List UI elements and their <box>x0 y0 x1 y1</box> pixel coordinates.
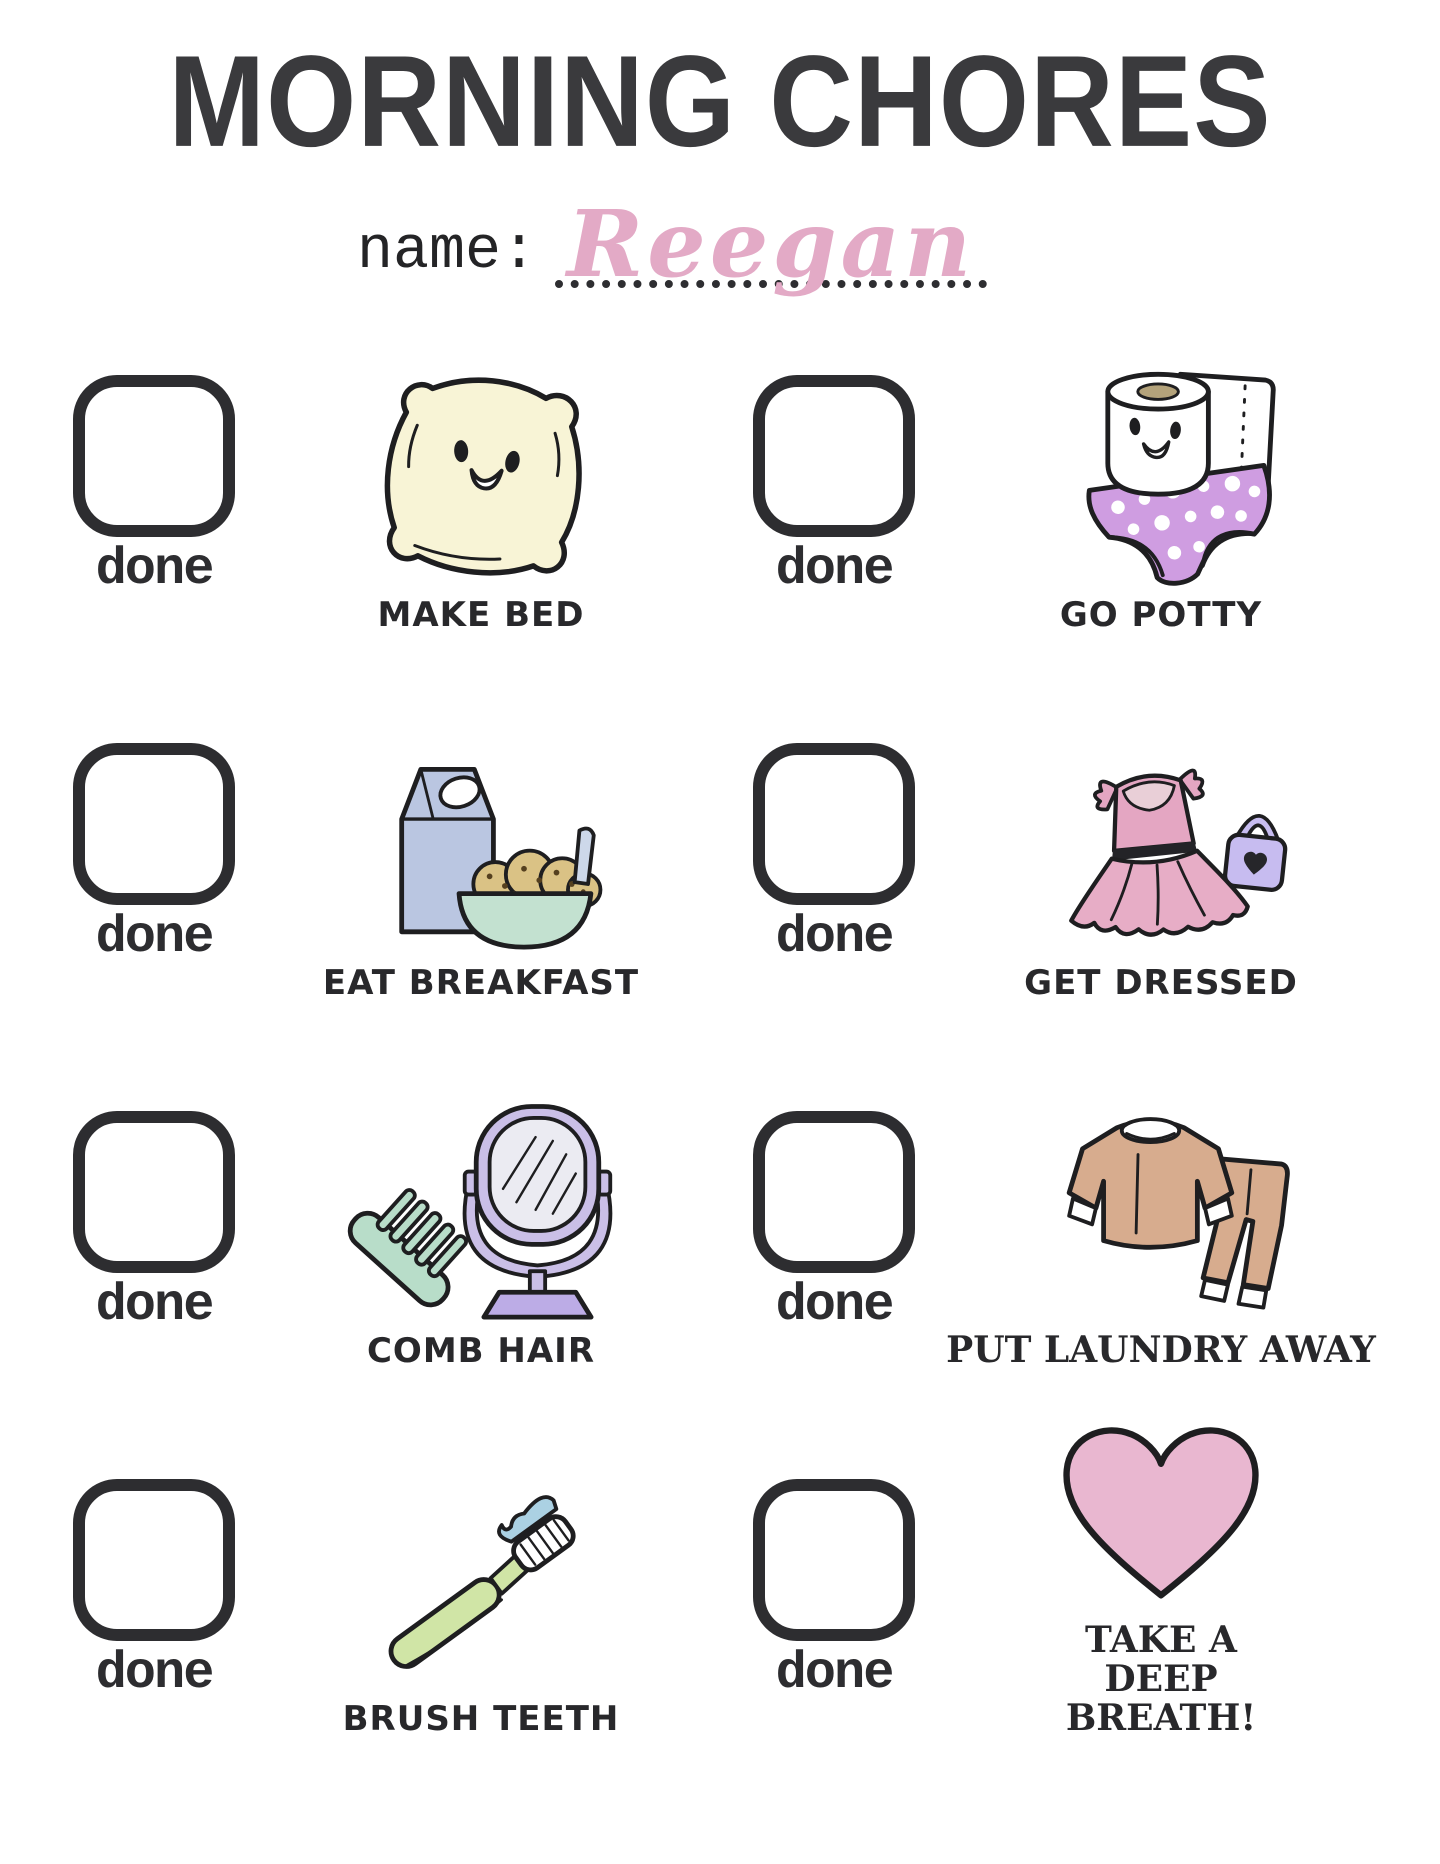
name-value: Reegan <box>566 190 976 298</box>
done-label: done <box>95 1275 213 1335</box>
done-checkbox[interactable] <box>73 1479 235 1641</box>
toothbrush-icon <box>352 1465 610 1691</box>
chore-comb-hair <box>52 1030 708 1398</box>
chore-brush-teeth <box>52 1398 708 1766</box>
name-input-line[interactable] <box>555 190 987 298</box>
chore-label: GO POTTY <box>1059 595 1263 636</box>
done-label: done <box>95 1643 213 1703</box>
name-label: name: <box>356 218 538 286</box>
done-checkbox[interactable] <box>753 1479 915 1641</box>
chore-take-a-deep-breath <box>732 1398 1388 1766</box>
done-checkbox[interactable] <box>73 743 235 905</box>
pillow-icon <box>358 367 604 587</box>
toilet-paper-underwear-icon <box>1035 353 1287 587</box>
done-checkbox[interactable] <box>753 1111 915 1273</box>
chore-label: EAT BREAKFAST <box>322 963 640 1004</box>
chore-label: COMB HAIR <box>366 1331 596 1372</box>
name-row <box>0 190 1392 298</box>
tutu-dress-purse-icon <box>1023 739 1299 955</box>
done-label: done <box>775 907 893 967</box>
done-label: done <box>775 1643 893 1703</box>
chore-get-dressed <box>732 662 1388 1030</box>
milk-carton-cereal-bowl-icon <box>352 729 610 955</box>
chore-eat-breakfast <box>52 662 708 1030</box>
chore-put-laundry-away <box>732 1030 1388 1398</box>
done-checkbox[interactable] <box>753 375 915 537</box>
chore-label: BRUSH TEETH <box>342 1699 620 1740</box>
done-checkbox[interactable] <box>753 743 915 905</box>
chore-label: MAKE BED <box>377 595 585 636</box>
done-label: done <box>95 907 213 967</box>
done-checkbox[interactable] <box>73 1111 235 1273</box>
chore-label: GET DRESSED <box>1024 963 1298 1004</box>
comb-mirror-icon <box>346 1091 616 1323</box>
heart-icon <box>1040 1401 1282 1611</box>
chore-label: TAKE A DEEP BREATH! <box>1065 1619 1257 1740</box>
done-label: done <box>775 539 893 599</box>
chore-go-potty <box>732 294 1388 662</box>
done-checkbox[interactable] <box>73 375 235 537</box>
pajamas-icon <box>1025 1099 1297 1321</box>
chore-make-bed <box>52 294 708 662</box>
chores-grid <box>52 294 1388 1766</box>
done-label: done <box>775 1275 893 1335</box>
chore-label: PUT LAUNDRY AWAY <box>946 1329 1376 1372</box>
done-label: done <box>95 539 213 599</box>
page-title: MORNING CHORES <box>168 28 1272 174</box>
